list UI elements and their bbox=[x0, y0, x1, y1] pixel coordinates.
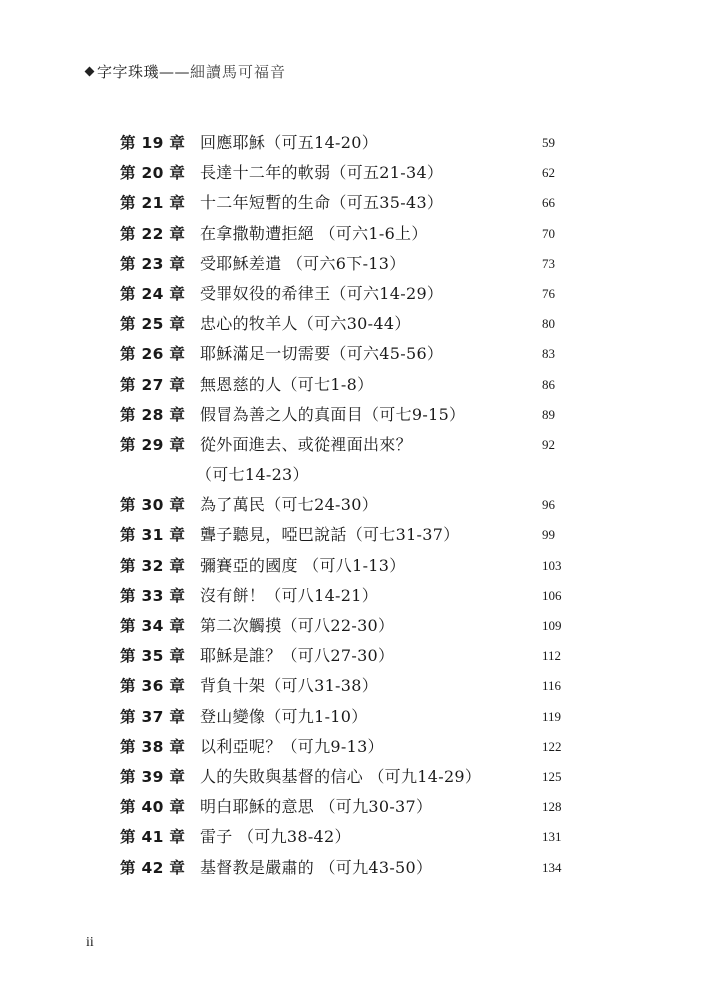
toc-row bbox=[120, 520, 580, 550]
chapter-number: 第 26 章 bbox=[120, 345, 186, 364]
chapter-title: 雷子 （可九38-42） bbox=[200, 827, 351, 847]
page-number: 106 bbox=[542, 587, 562, 603]
toc-row bbox=[120, 792, 580, 822]
chapter-number: 第 25 章 bbox=[120, 315, 186, 334]
page-folio: ii bbox=[86, 935, 94, 950]
diamond-bullet-icon bbox=[85, 67, 95, 77]
title-dash: —— bbox=[159, 63, 191, 81]
toc-row bbox=[120, 158, 580, 188]
page-number: 86 bbox=[542, 376, 555, 392]
chapter-title: 以利亞呢？（可九9-13） bbox=[200, 736, 384, 756]
running-head bbox=[86, 61, 286, 82]
page-number: 112 bbox=[542, 648, 562, 664]
page-number: 80 bbox=[542, 316, 555, 332]
chapter-title: 第二次觸摸（可八22-30） bbox=[200, 616, 395, 636]
toc-row bbox=[120, 430, 580, 490]
page-number: 119 bbox=[542, 708, 562, 724]
toc-row bbox=[120, 611, 580, 641]
page-number: 99 bbox=[542, 527, 555, 543]
toc-row bbox=[120, 490, 580, 520]
toc-row bbox=[120, 581, 580, 611]
chapter-number: 第 19 章 bbox=[120, 134, 186, 152]
chapter-title: 背負十架（可八31-38） bbox=[200, 676, 379, 696]
toc-row bbox=[120, 339, 580, 369]
page-number: 109 bbox=[542, 618, 562, 634]
chapter-number: 第 33 章 bbox=[120, 586, 186, 605]
page-number: 76 bbox=[542, 285, 555, 301]
page-number: 66 bbox=[542, 195, 555, 211]
toc-row bbox=[120, 400, 580, 430]
chapter-number: 第 27 章 bbox=[120, 375, 186, 394]
chapter-title: 人的失敗與基督的信心 （可九14-29） bbox=[200, 766, 482, 786]
chapter-title: 長達十二年的軟弱（可五21-34） bbox=[200, 163, 444, 183]
chapter-title-line2: （可七14-23） bbox=[196, 465, 309, 485]
toc-row bbox=[120, 309, 580, 339]
chapter-title: 受耶穌差遣 （可六6下-13） bbox=[200, 253, 406, 273]
page-number: 116 bbox=[542, 678, 562, 694]
page-number: 92 bbox=[542, 436, 555, 452]
chapter-number: 第 39 章 bbox=[120, 767, 186, 786]
page-number: 89 bbox=[542, 406, 555, 422]
chapter-number: 第 30 章 bbox=[120, 496, 186, 515]
toc-row bbox=[120, 641, 580, 671]
chapter-number: 第 38 章 bbox=[120, 737, 186, 756]
chapter-title: 假冒為善之人的真面目（可七9-15） bbox=[200, 404, 466, 424]
book-title: 字字珠璣 bbox=[97, 63, 160, 81]
chapter-number: 第 24 章 bbox=[120, 284, 186, 303]
toc-row bbox=[120, 551, 580, 581]
toc-row bbox=[120, 279, 580, 309]
page-number: 59 bbox=[542, 135, 555, 150]
table-of-contents bbox=[120, 128, 580, 883]
page-number: 122 bbox=[542, 738, 562, 754]
chapter-number: 第 32 章 bbox=[120, 556, 186, 575]
toc-row bbox=[120, 370, 580, 400]
page-number: 73 bbox=[542, 255, 555, 271]
chapter-title: 基督教是嚴肅的 （可九43-50） bbox=[200, 857, 433, 877]
chapter-title: 耶穌是誰？（可八27-30） bbox=[200, 646, 395, 666]
chapter-number: 第 28 章 bbox=[120, 405, 186, 424]
toc-row bbox=[120, 702, 580, 732]
chapter-title: 為了萬民（可七24-30） bbox=[200, 495, 379, 515]
page-number: 62 bbox=[542, 165, 555, 181]
chapter-title-line1: 從外面進去、或從裡面出來？ bbox=[200, 434, 412, 454]
toc-row bbox=[120, 822, 580, 852]
toc-row bbox=[120, 671, 580, 701]
chapter-title: 受罪奴役的希律王（可六14-29） bbox=[200, 283, 444, 303]
toc-row bbox=[120, 128, 580, 158]
chapter-title-wrapped bbox=[196, 430, 542, 490]
toc-row bbox=[120, 732, 580, 762]
chapter-number: 第 31 章 bbox=[120, 526, 186, 545]
chapter-number: 第 20 章 bbox=[120, 164, 186, 183]
chapter-number: 第 42 章 bbox=[120, 858, 186, 877]
book-subtitle: 細讀馬可福音 bbox=[190, 63, 287, 81]
chapter-title: 在拿撒勒遭拒絕 （可六1-6上） bbox=[200, 223, 428, 243]
chapter-number: 第 23 章 bbox=[120, 254, 186, 273]
page-number: 83 bbox=[542, 346, 555, 362]
chapter-title: 登山變像（可九1-10） bbox=[200, 706, 368, 726]
chapter-title: 十二年短暫的生命（可五35-43） bbox=[200, 193, 444, 213]
toc-row bbox=[120, 188, 580, 218]
chapter-number: 第 41 章 bbox=[120, 828, 186, 847]
chapter-number: 第 37 章 bbox=[120, 707, 186, 726]
page-number: 128 bbox=[542, 799, 562, 815]
chapter-title: 忠心的牧羊人（可六30-44） bbox=[200, 314, 411, 334]
chapter-title: 無恩慈的人（可七1-8） bbox=[200, 374, 374, 394]
page-number: 96 bbox=[542, 497, 555, 513]
chapter-number: 第 21 章 bbox=[120, 194, 186, 213]
chapter-number: 第 22 章 bbox=[120, 224, 186, 243]
toc-row bbox=[120, 219, 580, 249]
toc-row bbox=[120, 853, 580, 883]
page-number: 103 bbox=[542, 557, 562, 573]
page-number: 134 bbox=[542, 859, 562, 875]
chapter-title: 沒有餅！（可八14-21） bbox=[200, 585, 379, 605]
chapter-number: 第 36 章 bbox=[120, 677, 186, 696]
toc-row bbox=[120, 762, 580, 792]
chapter-title: 回應耶穌（可五14-20） bbox=[200, 133, 379, 152]
toc-row bbox=[120, 249, 580, 279]
chapter-title: 耶穌滿足一切需要（可六45-56） bbox=[200, 344, 444, 364]
page-number: 70 bbox=[542, 225, 555, 241]
chapter-number: 第 34 章 bbox=[120, 617, 186, 636]
chapter-number: 第 35 章 bbox=[120, 647, 186, 666]
chapter-title: 彌賽亞的國度 （可八1-13） bbox=[200, 555, 406, 575]
chapter-title: 聾子聽見，啞巴說話（可七31-37） bbox=[200, 525, 460, 545]
page-number: 125 bbox=[542, 768, 562, 784]
page-number: 131 bbox=[542, 829, 562, 845]
chapter-number: 第 29 章 bbox=[120, 435, 186, 454]
chapter-number: 第 40 章 bbox=[120, 798, 186, 817]
chapter-title: 明白耶穌的意思 （可九30-37） bbox=[200, 797, 433, 817]
